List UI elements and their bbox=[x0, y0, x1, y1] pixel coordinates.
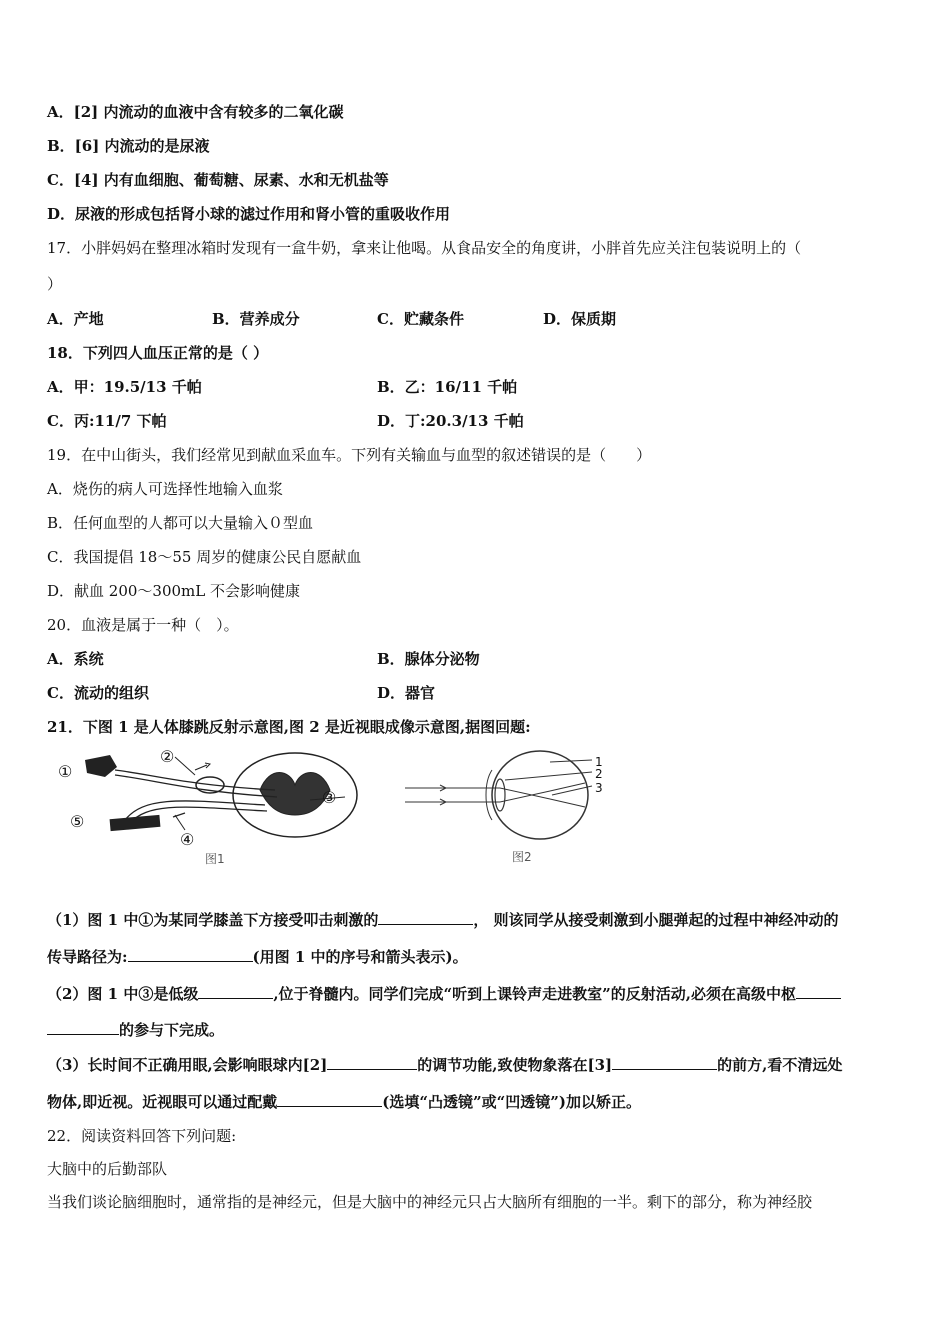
q21-part2-blank-2-cont[interactable] bbox=[47, 1020, 119, 1035]
q21-part3-line2 bbox=[47, 1092, 641, 1112]
q18-option-a: A．甲：19.5/13 千帕 bbox=[47, 378, 202, 396]
fig2-label-2: 2 bbox=[595, 767, 603, 781]
q21-part1-text-b: ， 则该同学从接受刺激到小腿弹起的过程中神经冲动的 bbox=[473, 911, 839, 929]
q21-part2-line1 bbox=[47, 984, 841, 1004]
q21-part2-text-c: 的参与下完成。 bbox=[119, 1021, 225, 1039]
q16-option-b: B．[6] 内流动的是尿液 bbox=[47, 137, 210, 155]
q17-stem-cont: ） bbox=[47, 275, 63, 293]
q21-part1-text-d: (用图 1 中的序号和箭头表示)。 bbox=[252, 948, 468, 966]
q17-option-a: A．产地 bbox=[47, 310, 104, 328]
q21-part3-text-a: （3）长时间不正确用眼,会影响眼球内[2] bbox=[47, 1056, 328, 1074]
q20-option-d: D．器官 bbox=[377, 684, 436, 702]
fig1-label-4: ④ bbox=[180, 830, 195, 849]
q21-part1-text-c: 传导路径为: bbox=[47, 948, 128, 966]
myopia-eye-diagram bbox=[400, 750, 615, 845]
fig2-label-3: 3 bbox=[595, 781, 603, 795]
fig2-caption: 图2 bbox=[512, 850, 532, 864]
q18-option-d: D．丁:20.3/13 千帕 bbox=[377, 412, 524, 430]
q18-option-b: B．乙：16/11 千帕 bbox=[377, 378, 518, 396]
q21-part3-text-d: 物体,即近视。近视眼可以通过配戴 bbox=[47, 1093, 278, 1111]
q22-passage-paragraph: 当我们谈论脑细胞时，通常指的是神经元，但是大脑中的神经元只占大脑所有细胞的一半。剩下的部分，称为神经胶 bbox=[47, 1193, 813, 1211]
q16-option-a: A．[2] 内流动的血液中含有较多的二氧化碳 bbox=[47, 103, 344, 121]
q19-option-a: A．烧伤的病人可选择性地输入血浆 bbox=[47, 480, 283, 498]
q21-part3-line1 bbox=[47, 1055, 842, 1075]
q19-option-c: C．我国提倡 18～55 周岁的健康公民自愿献血 bbox=[47, 548, 362, 566]
q21-part2-text-a: （2）图 1 中③是低级 bbox=[47, 985, 199, 1003]
q21-part2-line2 bbox=[47, 1020, 224, 1040]
fig1-caption: 图1 bbox=[205, 852, 225, 866]
q16-option-d: D．尿液的形成包括肾小球的滤过作用和肾小管的重吸收作用 bbox=[47, 205, 451, 223]
q17-option-c: C．贮藏条件 bbox=[377, 310, 464, 328]
fig2-label-1: 1 bbox=[595, 755, 603, 769]
q19-option-b: B．任何血型的人都可以大量输入０型血 bbox=[47, 514, 314, 532]
fig1-label-5: ⑤ bbox=[70, 812, 85, 831]
q17-stem: 17．小胖妈妈在整理冰箱时发现有一盒牛奶，拿来让他喝。从食品安全的角度讲，小胖首先应关注包装说明上的（ bbox=[47, 239, 802, 257]
q22-passage-title: 大脑中的后勤部队 bbox=[47, 1160, 168, 1178]
q21-part3-text-c: 的前方,看不清远处 bbox=[717, 1056, 843, 1074]
q18-stem: 18．下列四人血压正常的是（ ） bbox=[47, 344, 269, 362]
q21-part3-blank-2[interactable] bbox=[612, 1055, 717, 1070]
q18-option-c: C．丙:11/7 下帕 bbox=[47, 412, 167, 430]
q16-option-c: C．[4] 内有血细胞、葡萄糖、尿素、水和无机盐等 bbox=[47, 171, 389, 189]
fig1-label-2: ② bbox=[160, 747, 175, 766]
q21-stem: 21．下图 1 是人体膝跳反射示意图,图 2 是近视眼成像示意图,据图回题: bbox=[47, 718, 531, 736]
q21-part3-text-e: (选填“凸透镜”或“凹透镜”)加以矫正。 bbox=[382, 1093, 641, 1111]
q19-option-d: D．献血 200～300mL 不会影响健康 bbox=[47, 582, 301, 600]
q21-part3-blank-3[interactable] bbox=[277, 1092, 382, 1107]
q21-part2-blank-1[interactable] bbox=[198, 984, 273, 999]
q21-part1-line2 bbox=[47, 947, 468, 967]
fig1-label-3: ③ bbox=[322, 788, 337, 807]
q20-option-c: C．流动的组织 bbox=[47, 684, 149, 702]
q21-part3-text-b: 的调节功能,致使物象落在[3] bbox=[417, 1056, 613, 1074]
q21-part1-blank-1[interactable] bbox=[378, 910, 473, 925]
q20-option-a: A．系统 bbox=[47, 650, 104, 668]
q21-part3-blank-1[interactable] bbox=[327, 1055, 417, 1070]
q19-stem: 19．在中山街头，我们经常见到献血采血车。下列有关输血与血型的叙述错误的是（ ） bbox=[47, 446, 652, 464]
q17-option-b: B．营养成分 bbox=[212, 310, 300, 328]
q21-part2-text-b: ,位于脊髓内。同学们完成“听到上课铃声走进教室”的反射活动,必须在高级中枢 bbox=[273, 985, 797, 1003]
q21-part1-blank-2[interactable] bbox=[128, 947, 253, 962]
q20-option-b: B．腺体分泌物 bbox=[377, 650, 480, 668]
q22-stem: 22．阅读资料回答下列问题: bbox=[47, 1127, 237, 1145]
q21-part1-text-a: （1）图 1 中①为某同学膝盖下方接受叩击刺激的 bbox=[47, 911, 379, 929]
q21-part1-line1 bbox=[47, 910, 839, 930]
fig1-label-1: ① bbox=[58, 762, 73, 781]
q17-option-d: D．保质期 bbox=[543, 310, 617, 328]
q20-stem: 20．血液是属于一种（ ）。 bbox=[47, 616, 239, 634]
q21-part2-blank-2[interactable] bbox=[796, 984, 841, 999]
